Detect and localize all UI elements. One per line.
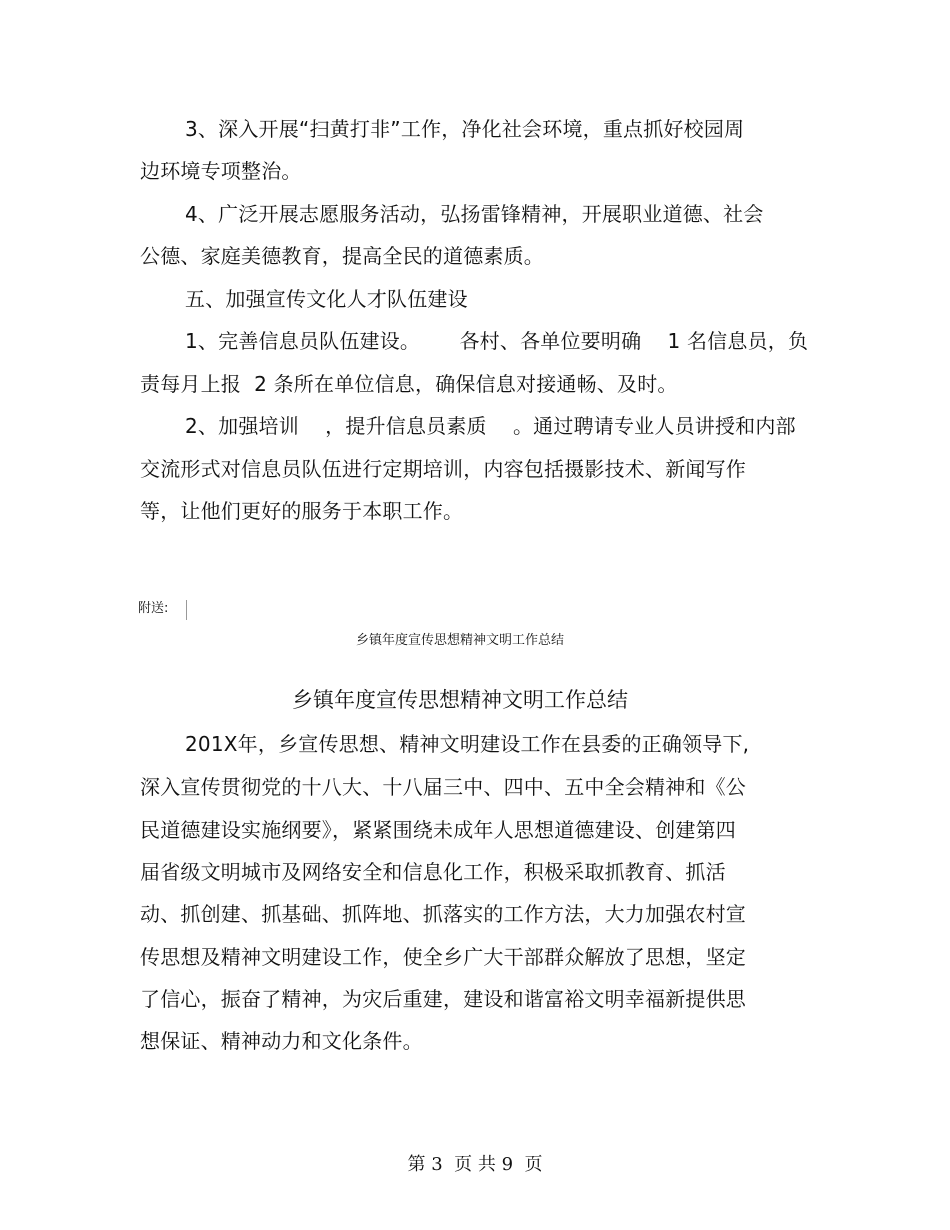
paragraph-line: 3、深入开展“扫黄打非”工作，净化社会环境，重点抓好校园周	[185, 117, 745, 141]
section-heading: 五、加强宣传文化人才队伍建设	[185, 287, 468, 311]
paragraph-line: 民道德建设实施纲要》，紧紧围绕未成年人思想道德建设、创建第四	[140, 818, 736, 842]
paragraph-line: 公德、家庭美德教育，提高全民的道德素质。	[140, 244, 544, 268]
document-title: 乡镇年度宣传思想精神文明工作总结	[292, 688, 628, 712]
paragraph-line: 想保证、精神动力和文化条件。	[140, 1029, 423, 1053]
paragraph-line: 等，让他们更好的服务于本职工作。	[140, 499, 464, 523]
paragraph-line: 深入宣传贯彻党的十八大、十八届三中、四中、五中全会精神和《公	[140, 775, 746, 799]
paragraph-line: 动、抓创建、抓基础、抓阵地、抓落实的工作方法，大力加强农村宣	[140, 902, 746, 926]
paragraph-line: 了信心，振奋了精神，为灾后重建，建设和谐富裕文明幸福新提供思	[140, 987, 746, 1011]
paragraph-line: 1、完善信息员队伍建设。 各村、各单位要明确 1 名信息员，负	[185, 329, 809, 353]
paragraph-line: 201X年，乡宣传思想、精神文明建设工作在县委的正确领导下,	[185, 732, 750, 756]
paragraph-line: 2、加强培训 ，提升信息员素质 。通过聘请专业人员讲授和内部	[185, 414, 796, 438]
attachment-subtitle: 乡镇年度宣传思想精神文明工作总结	[355, 633, 564, 648]
paragraph-line: 4、广泛开展志愿服务活动，弘扬雷锋精神，开展职业道德、社会	[185, 202, 764, 226]
paragraph-line: 交流形式对信息员队伍进行定期培训，内容包括摄影技术、新闻写作	[140, 457, 746, 481]
paragraph-line: 届省级文明城市及网络安全和信息化工作，积极采取抓教育、抓活	[140, 860, 726, 884]
paragraph-line: 责每月上报 2 条所在单位信息，确保信息对接通畅、及时。	[140, 372, 678, 396]
paragraph-line: 传思想及精神文明建设工作，使全乡广大干部群众解放了思想，坚定	[140, 945, 746, 969]
page-number-footer: 第 3 页 共 9 页	[407, 1154, 543, 1175]
text-cursor-divider	[186, 600, 187, 620]
paragraph-line: 边环境专项整治。	[140, 159, 302, 183]
attachment-label: 附送:	[138, 601, 169, 616]
